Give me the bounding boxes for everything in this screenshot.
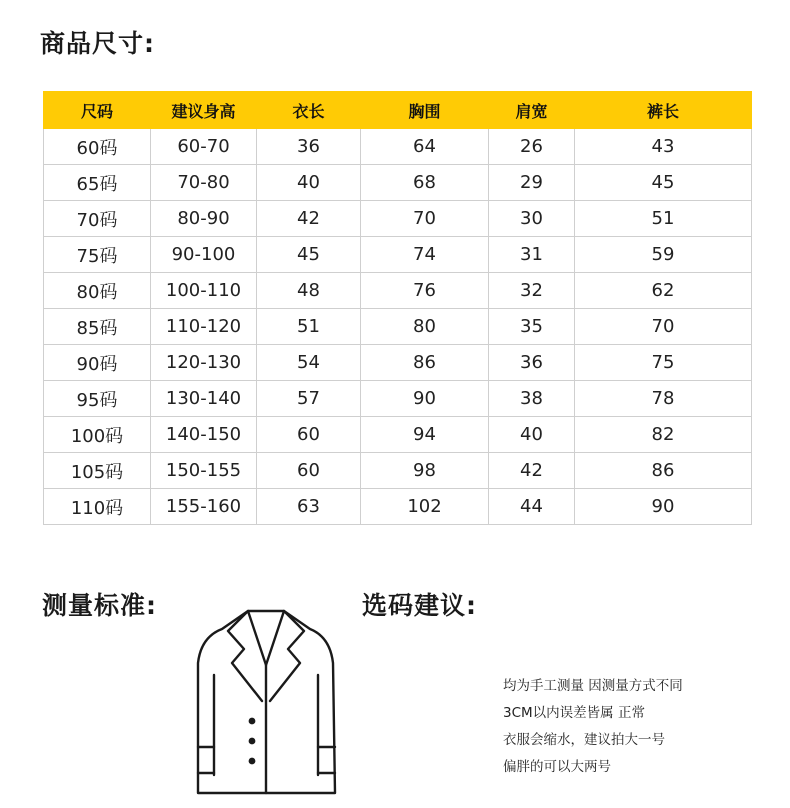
table-cell: 100-110 <box>151 273 257 309</box>
table-row <box>44 345 752 381</box>
table-cell: 31 <box>489 237 575 273</box>
table-cell: 60-70 <box>151 129 257 165</box>
table-cell: 86 <box>575 453 752 489</box>
table-cell: 60 <box>257 453 361 489</box>
table-cell: 60 <box>257 417 361 453</box>
table-cell: 75码 <box>44 237 151 273</box>
table-cell: 110-120 <box>151 309 257 345</box>
advice-line: 衣服会缩水，建议拍大一号 <box>503 732 665 748</box>
measure-section-title: 测量标准: <box>42 591 157 620</box>
table-row <box>44 489 752 525</box>
table-cell: 65码 <box>44 165 151 201</box>
table-row <box>44 273 752 309</box>
table-cell: 57 <box>257 381 361 417</box>
table-cell: 54 <box>257 345 361 381</box>
table-cell: 36 <box>489 345 575 381</box>
table-cell: 48 <box>257 273 361 309</box>
table-cell: 105码 <box>44 453 151 489</box>
table-cell: 75 <box>575 345 752 381</box>
header-shoulder: 肩宽 <box>489 92 575 129</box>
table-cell: 70-80 <box>151 165 257 201</box>
table-row <box>44 309 752 345</box>
table-cell: 80 <box>361 309 489 345</box>
table-cell: 64 <box>361 129 489 165</box>
table-cell: 110码 <box>44 489 151 525</box>
table-cell: 86 <box>361 345 489 381</box>
table-cell: 32 <box>489 273 575 309</box>
header-length: 衣长 <box>257 92 361 129</box>
table-row <box>44 201 752 237</box>
table-cell: 42 <box>489 453 575 489</box>
table-row <box>44 417 752 453</box>
advice-line: 偏胖的可以大两号 <box>503 759 611 775</box>
table-cell: 40 <box>257 165 361 201</box>
table-cell: 44 <box>489 489 575 525</box>
size-section-title: 商品尺寸: <box>40 29 155 58</box>
table-cell: 38 <box>489 381 575 417</box>
table-cell: 43 <box>575 129 752 165</box>
table-cell: 120-130 <box>151 345 257 381</box>
table-cell: 90 <box>575 489 752 525</box>
advice-text <box>503 673 683 781</box>
jacket-icon <box>192 605 340 797</box>
table-cell: 94 <box>361 417 489 453</box>
table-cell: 98 <box>361 453 489 489</box>
table-cell: 90 <box>361 381 489 417</box>
table-cell: 80-90 <box>151 201 257 237</box>
table-cell: 30 <box>489 201 575 237</box>
advice-line: 3CM以内误差皆属 正常 <box>503 705 645 721</box>
table-cell: 100码 <box>44 417 151 453</box>
advice-line: 均为手工测量 因测量方式不同 <box>503 678 683 694</box>
table-header-row <box>44 92 752 129</box>
table-cell: 62 <box>575 273 752 309</box>
table-cell: 68 <box>361 165 489 201</box>
table-cell: 51 <box>257 309 361 345</box>
table-cell: 102 <box>361 489 489 525</box>
table-row <box>44 129 752 165</box>
table-row <box>44 237 752 273</box>
header-chest: 胸围 <box>361 92 489 129</box>
table-cell: 74 <box>361 237 489 273</box>
table-cell: 59 <box>575 237 752 273</box>
table-cell: 76 <box>361 273 489 309</box>
table-cell: 155-160 <box>151 489 257 525</box>
table-cell: 85码 <box>44 309 151 345</box>
table-cell: 70码 <box>44 201 151 237</box>
table-cell: 40 <box>489 417 575 453</box>
table-cell: 140-150 <box>151 417 257 453</box>
table-cell: 90码 <box>44 345 151 381</box>
table-cell: 78 <box>575 381 752 417</box>
table-cell: 42 <box>257 201 361 237</box>
table-cell: 80码 <box>44 273 151 309</box>
table-cell: 63 <box>257 489 361 525</box>
table-cell: 60码 <box>44 129 151 165</box>
table-row <box>44 165 752 201</box>
size-table <box>43 91 752 525</box>
table-cell: 45 <box>575 165 752 201</box>
table-row <box>44 381 752 417</box>
table-cell: 36 <box>257 129 361 165</box>
table-cell: 70 <box>575 309 752 345</box>
table-cell: 70 <box>361 201 489 237</box>
table-cell: 26 <box>489 129 575 165</box>
table-cell: 95码 <box>44 381 151 417</box>
table-cell: 82 <box>575 417 752 453</box>
table-cell: 51 <box>575 201 752 237</box>
header-pants-length: 裤长 <box>575 92 752 129</box>
header-size: 尺码 <box>44 92 151 129</box>
table-cell: 90-100 <box>151 237 257 273</box>
table-cell: 35 <box>489 309 575 345</box>
table-cell: 130-140 <box>151 381 257 417</box>
table-cell: 29 <box>489 165 575 201</box>
header-height: 建议身高 <box>151 92 257 129</box>
table-cell: 150-155 <box>151 453 257 489</box>
advice-section-title: 选码建议: <box>362 591 477 620</box>
table-cell: 45 <box>257 237 361 273</box>
table-row <box>44 453 752 489</box>
